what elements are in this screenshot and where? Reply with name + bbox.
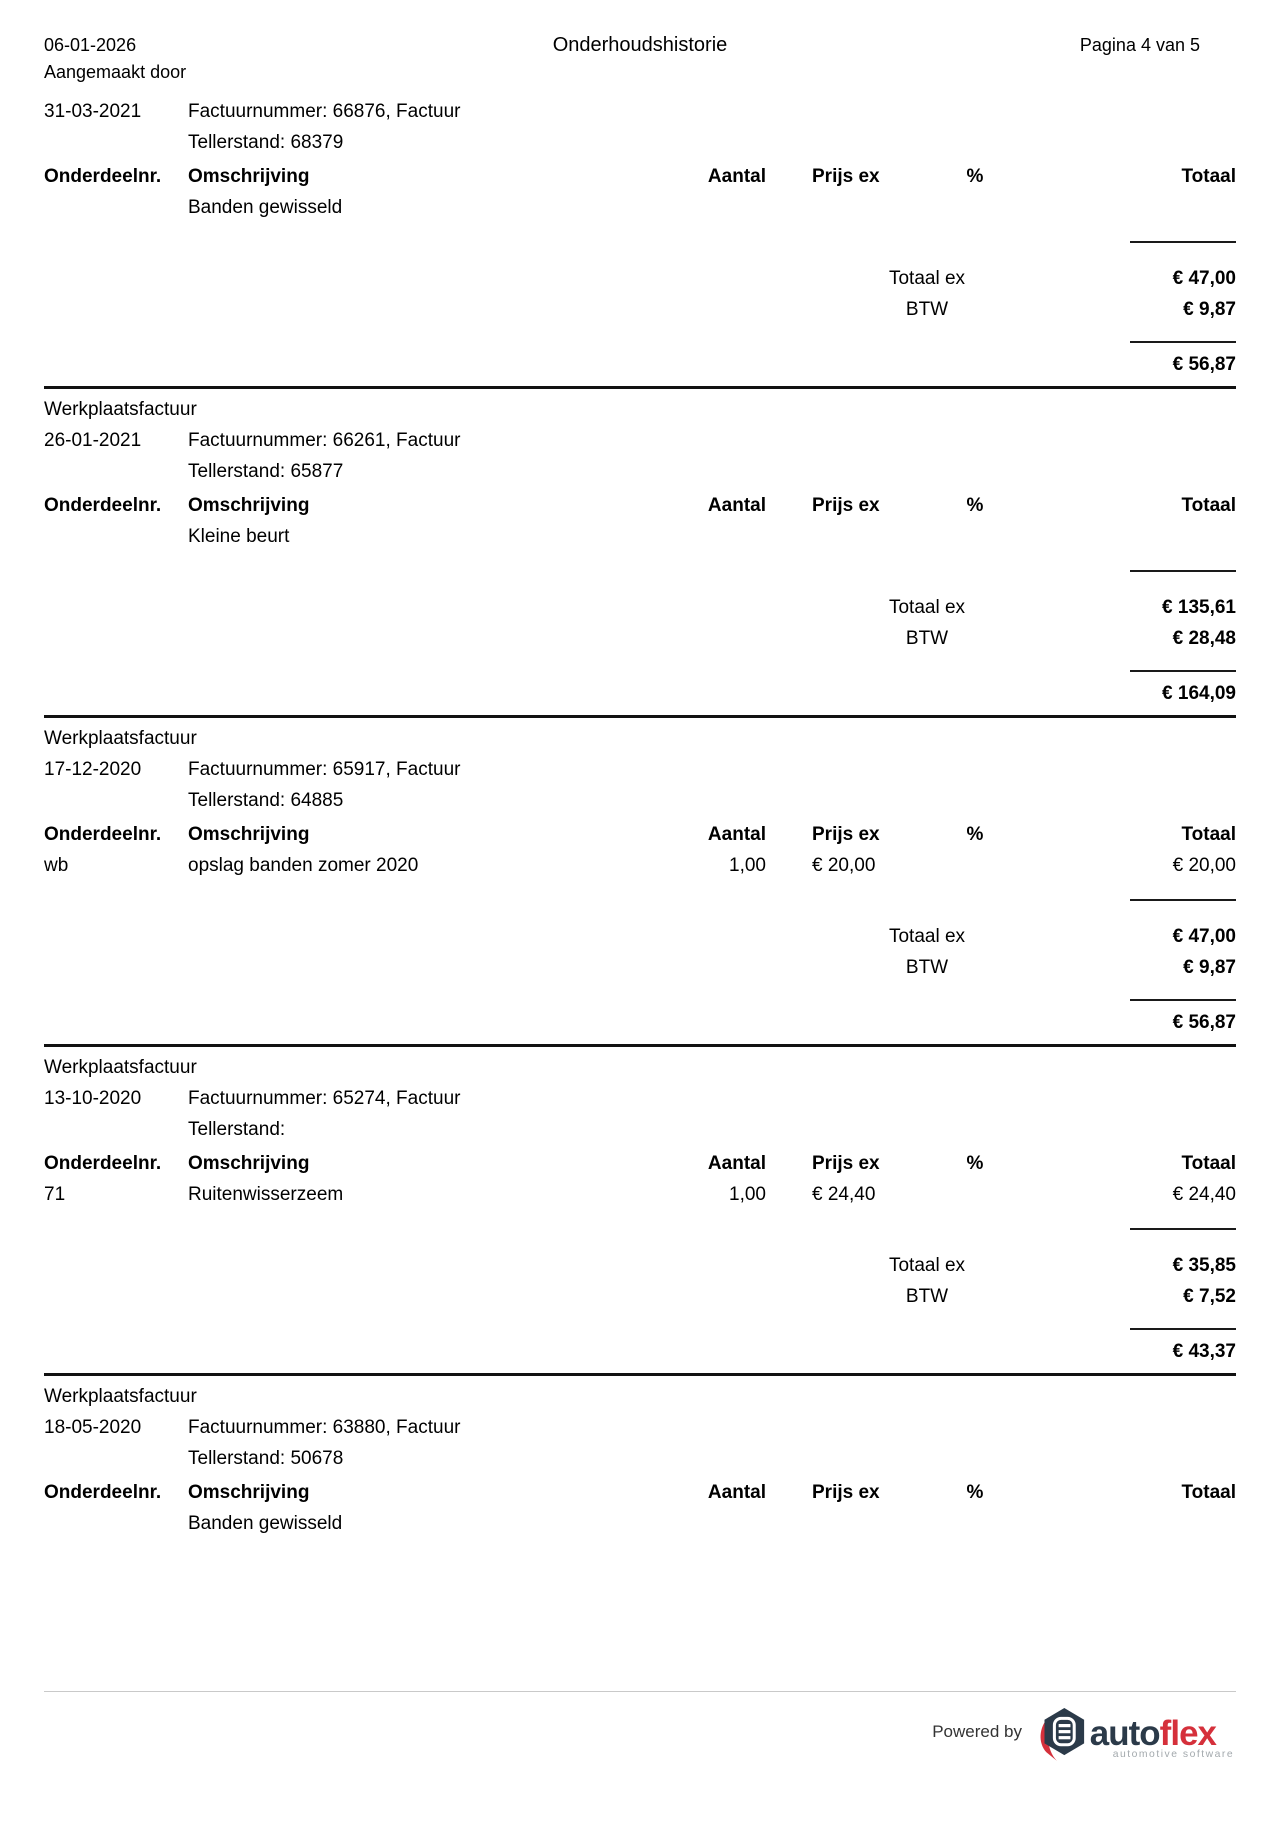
col-description: Omschrijving: [188, 495, 310, 516]
col-description: Omschrijving: [188, 824, 310, 845]
table-header: [44, 1148, 1236, 1179]
invoice-date: 13-10-2020: [44, 1088, 142, 1109]
section-label: Werkplaatsfactuur: [44, 728, 197, 749]
item-total: [1010, 1508, 1236, 1539]
col-description: Omschrijving: [188, 1153, 310, 1174]
grand-total: € 56,87: [1172, 354, 1236, 375]
invoice-block: [44, 425, 1236, 754]
invoice-date: 31-03-2021: [44, 101, 142, 122]
invoice-meta: [44, 425, 1236, 456]
vat-amount: € 9,87: [1183, 299, 1236, 320]
odometer-value: Tellerstand:: [188, 1119, 286, 1140]
col-description: Omschrijving: [188, 1482, 310, 1503]
odometer-row: [44, 127, 1236, 158]
vat-label: BTW: [905, 299, 949, 320]
total-ex-row: [44, 592, 1236, 623]
totals-rule: [1130, 1228, 1236, 1230]
col-price-ex: Prijs ex: [812, 1153, 880, 1174]
odometer-row: [44, 456, 1236, 487]
vat-amount: € 9,87: [1183, 957, 1236, 978]
invoice-block: [44, 1412, 1236, 1539]
footer-divider: [44, 1691, 1236, 1692]
item-row: [44, 850, 1236, 881]
odometer-row: [44, 785, 1236, 816]
col-total: Totaal: [1181, 824, 1236, 845]
col-part: Onderdeelnr.: [44, 495, 162, 516]
item-part: [44, 1508, 188, 1539]
col-total: Totaal: [1181, 1482, 1236, 1503]
grand-total-rule: [1130, 999, 1236, 1001]
page-number: Pagina 4 van 5: [1079, 35, 1200, 55]
vat-label: BTW: [905, 1286, 949, 1307]
item-percent: [940, 850, 1010, 881]
col-description: Omschrijving: [188, 166, 310, 187]
item-percent: [940, 1179, 1010, 1210]
item-qty: [620, 1508, 766, 1539]
col-price-ex: Prijs ex: [812, 824, 880, 845]
col-part: Onderdeelnr.: [44, 1482, 162, 1503]
invoice-number: Factuurnummer: 65274, Factuur: [188, 1088, 461, 1109]
col-qty: Aantal: [707, 824, 766, 845]
odometer-row: [44, 1443, 1236, 1474]
item-part: [44, 521, 188, 552]
col-price-ex: Prijs ex: [812, 495, 880, 516]
invoice-meta: [44, 96, 1236, 127]
invoice-date: 18-05-2020: [44, 1417, 142, 1438]
item-price: [766, 521, 940, 552]
odometer-value: Tellerstand: 64885: [188, 790, 344, 811]
svg-text:autoflex: autoflex: [1089, 1713, 1217, 1753]
total-ex-row: [44, 1250, 1236, 1281]
invoice-block: [44, 96, 1236, 425]
table-header: [44, 819, 1236, 850]
item-description: Banden gewisseld: [188, 1513, 343, 1534]
item-row: [44, 192, 1236, 223]
item-price: [766, 192, 940, 223]
invoice-number: Factuurnummer: 66261, Factuur: [188, 430, 461, 451]
odometer-row: [44, 1114, 1236, 1145]
grand-total: € 164,09: [1162, 683, 1236, 704]
item-total: € 24,40: [1172, 1184, 1236, 1205]
odometer-value: Tellerstand: 65877: [188, 461, 344, 482]
invoice-block: [44, 1083, 1236, 1412]
col-qty: Aantal: [707, 166, 766, 187]
total-ex-label: Totaal ex: [888, 1255, 966, 1276]
invoice-block: [44, 754, 1236, 1083]
total-ex-label: Totaal ex: [888, 268, 966, 289]
col-part: Onderdeelnr.: [44, 1153, 162, 1174]
item-part: wb: [44, 855, 69, 876]
created-by-label: Aangemaakt door: [44, 62, 187, 82]
item-part: 71: [44, 1184, 66, 1205]
grand-total-rule: [1130, 341, 1236, 343]
col-percent: %: [966, 1153, 984, 1174]
section-divider: [44, 715, 1236, 718]
col-qty: Aantal: [707, 1482, 766, 1503]
item-description: Banden gewisseld: [188, 197, 343, 218]
item-total: € 20,00: [1172, 855, 1236, 876]
vat-row: [44, 1281, 1236, 1312]
total-ex-amount: € 47,00: [1172, 268, 1236, 289]
item-qty: 1,00: [729, 855, 766, 876]
item-percent: [940, 521, 1010, 552]
section-divider: [44, 1044, 1236, 1047]
item-row: [44, 521, 1236, 552]
grand-total-rule: [1130, 1328, 1236, 1330]
item-percent: [940, 192, 1010, 223]
invoice-meta: [44, 1083, 1236, 1114]
vat-row: [44, 294, 1236, 325]
col-total: Totaal: [1181, 495, 1236, 516]
item-qty: 1,00: [729, 1184, 766, 1205]
col-total: Totaal: [1181, 1153, 1236, 1174]
invoice-date: 17-12-2020: [44, 759, 142, 780]
item-description: Ruitenwisserzeem: [188, 1184, 344, 1205]
col-percent: %: [966, 166, 984, 187]
total-ex-amount: € 47,00: [1172, 926, 1236, 947]
totals-rule: [1130, 241, 1236, 243]
col-percent: %: [966, 1482, 984, 1503]
odometer-value: Tellerstand: 50678: [188, 1448, 344, 1469]
item-row: [44, 1179, 1236, 1210]
total-ex-label: Totaal ex: [888, 926, 966, 947]
vat-amount: € 28,48: [1172, 628, 1236, 649]
col-total: Totaal: [1181, 166, 1236, 187]
page-title: Onderhoudshistorie: [552, 34, 728, 56]
invoice-number: Factuurnummer: 66876, Factuur: [188, 101, 461, 122]
vat-label: BTW: [905, 628, 949, 649]
footer: [44, 1704, 1236, 1760]
total-ex-label: Totaal ex: [888, 597, 966, 618]
item-price: [766, 1508, 940, 1539]
table-header: [44, 161, 1236, 192]
vat-amount: € 7,52: [1183, 1286, 1236, 1307]
report-date: 06-01-2026: [44, 35, 137, 55]
item-row: [44, 1508, 1236, 1539]
item-qty: [620, 192, 766, 223]
grand-total-rule: [1130, 670, 1236, 672]
col-part: Onderdeelnr.: [44, 166, 162, 187]
totals-rule: [1130, 570, 1236, 572]
total-ex-amount: € 35,85: [1172, 1255, 1236, 1276]
item-qty: [620, 521, 766, 552]
section-divider: [44, 1373, 1236, 1376]
vat-row: [44, 623, 1236, 654]
item-price: € 20,00: [812, 855, 876, 876]
invoice-meta: [44, 754, 1236, 785]
invoice-number: Factuurnummer: 63880, Factuur: [188, 1417, 461, 1438]
col-percent: %: [966, 824, 984, 845]
table-header: [44, 1477, 1236, 1508]
invoice-date: 26-01-2021: [44, 430, 142, 451]
section-divider: [44, 386, 1236, 389]
item-description: opslag banden zomer 2020: [188, 855, 419, 876]
item-total: [1010, 192, 1236, 223]
col-part: Onderdeelnr.: [44, 824, 162, 845]
svg-text:automotive software: automotive software: [1112, 1748, 1235, 1760]
autoflex-logo-icon: [1036, 1703, 1236, 1762]
col-qty: Aantal: [707, 1153, 766, 1174]
section-label: Werkplaatsfactuur: [44, 399, 197, 420]
item-total: [1010, 521, 1236, 552]
col-price-ex: Prijs ex: [812, 166, 880, 187]
vat-row: [44, 952, 1236, 983]
total-ex-amount: € 135,61: [1162, 597, 1236, 618]
item-description: Kleine beurt: [188, 526, 290, 547]
totals-rule: [1130, 899, 1236, 901]
invoice-meta: [44, 1412, 1236, 1443]
col-qty: Aantal: [707, 495, 766, 516]
page-header: [44, 34, 1236, 57]
section-label: Werkplaatsfactuur: [44, 1386, 197, 1407]
item-percent: [940, 1508, 1010, 1539]
grand-total: € 56,87: [1172, 1012, 1236, 1033]
col-price-ex: Prijs ex: [812, 1482, 880, 1503]
grand-total: € 43,37: [1172, 1341, 1236, 1362]
total-ex-row: [44, 263, 1236, 294]
item-price: € 24,40: [812, 1184, 876, 1205]
powered-by-label: Powered by: [932, 1722, 1022, 1741]
item-part: [44, 192, 188, 223]
vat-label: BTW: [905, 957, 949, 978]
table-header: [44, 490, 1236, 521]
odometer-value: Tellerstand: 68379: [188, 132, 344, 153]
maintenance-history-page: [0, 34, 1280, 1845]
col-percent: %: [966, 495, 984, 516]
invoice-number: Factuurnummer: 65917, Factuur: [188, 759, 461, 780]
section-label: Werkplaatsfactuur: [44, 1057, 197, 1078]
total-ex-row: [44, 921, 1236, 952]
